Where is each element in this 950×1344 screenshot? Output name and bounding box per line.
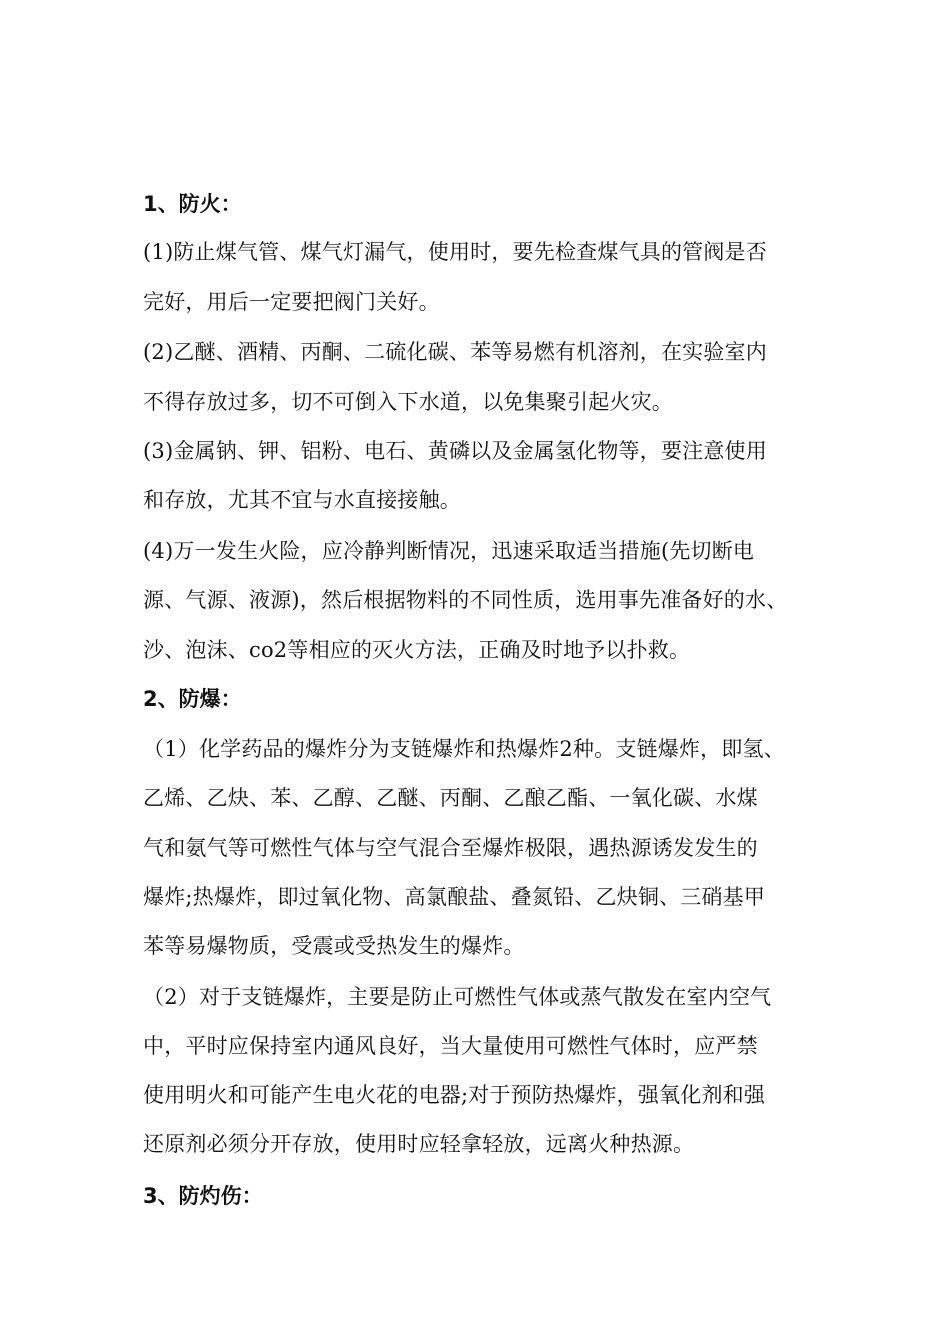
paragraph-line: 使用明火和可能产生电火花的电器;对于预防热爆炸，强氧化剂和强 — [143, 1083, 766, 1107]
section-heading-fire: 1、防火： — [143, 192, 242, 216]
paragraph-line: （2）对于支链爆炸，主要是防止可燃性气体或蒸气散发在室内空气 — [143, 985, 772, 1009]
paragraph-line: (3)金属钠、钾、铝粉、电石、黄磷以及金属氢化物等，要注意使用 — [143, 439, 767, 463]
paragraph-line: 乙烯、乙炔、苯、乙醇、乙醚、丙酮、乙酿乙酯、一氧化碳、水煤 — [143, 786, 758, 810]
paragraph-line: 还原剂必须分开存放，使用时应轻拿轻放，远离火种热源。 — [143, 1132, 695, 1156]
paragraph-line: (4)万一发生火险，应冷静判断情况，迅速采取适当措施(先切断电 — [143, 539, 755, 563]
paragraph-line: 爆炸;热爆炸，即过氧化物、高氯酿盐、叠氮铅、乙炔铜、三硝基甲 — [143, 885, 766, 909]
paragraph-line: 气和氨气等可燃性气体与空气混合至爆炸极限，遇热源诱发发生的 — [143, 836, 758, 860]
paragraph-line: (2)乙醚、酒精、丙酮、二硫化碳、苯等易燃有机溶剂，在实验室内 — [143, 340, 767, 364]
paragraph-line: 中，平时应保持室内通风良好，当大量使用可燃性气体时，应严禁 — [143, 1034, 758, 1058]
paragraph-line: （1）化学药品的爆炸分为支链爆炸和热爆炸2种。支链爆炸，即氢、 — [143, 737, 785, 761]
section-heading-burns: 3、防灼伤： — [143, 1184, 263, 1208]
paragraph-line: 源、气源、液源)，然后根据物料的不同性质，选用事先准备好的水、 — [143, 588, 788, 612]
section-heading-explosion: 2、防爆： — [143, 687, 242, 711]
paragraph-line: 不得存放过多，切不可倒入下水道，以免集聚引起火灾。 — [143, 390, 673, 414]
paragraph-line: 和存放，尤其不宜与水直接接触。 — [143, 488, 461, 512]
paragraph-line: 苯等易爆物质，受震或受热发生的爆炸。 — [143, 934, 525, 958]
paragraph-line: (1)防止煤气管、煤气灯漏气，使用时，要先检查煤气具的管阀是否 — [143, 240, 767, 264]
paragraph-line: 沙、泡沫、co2等相应的灭火方法，正确及时地予以扑救。 — [143, 638, 691, 662]
paragraph-line: 完好，用后一定要把阀门关好。 — [143, 290, 440, 314]
